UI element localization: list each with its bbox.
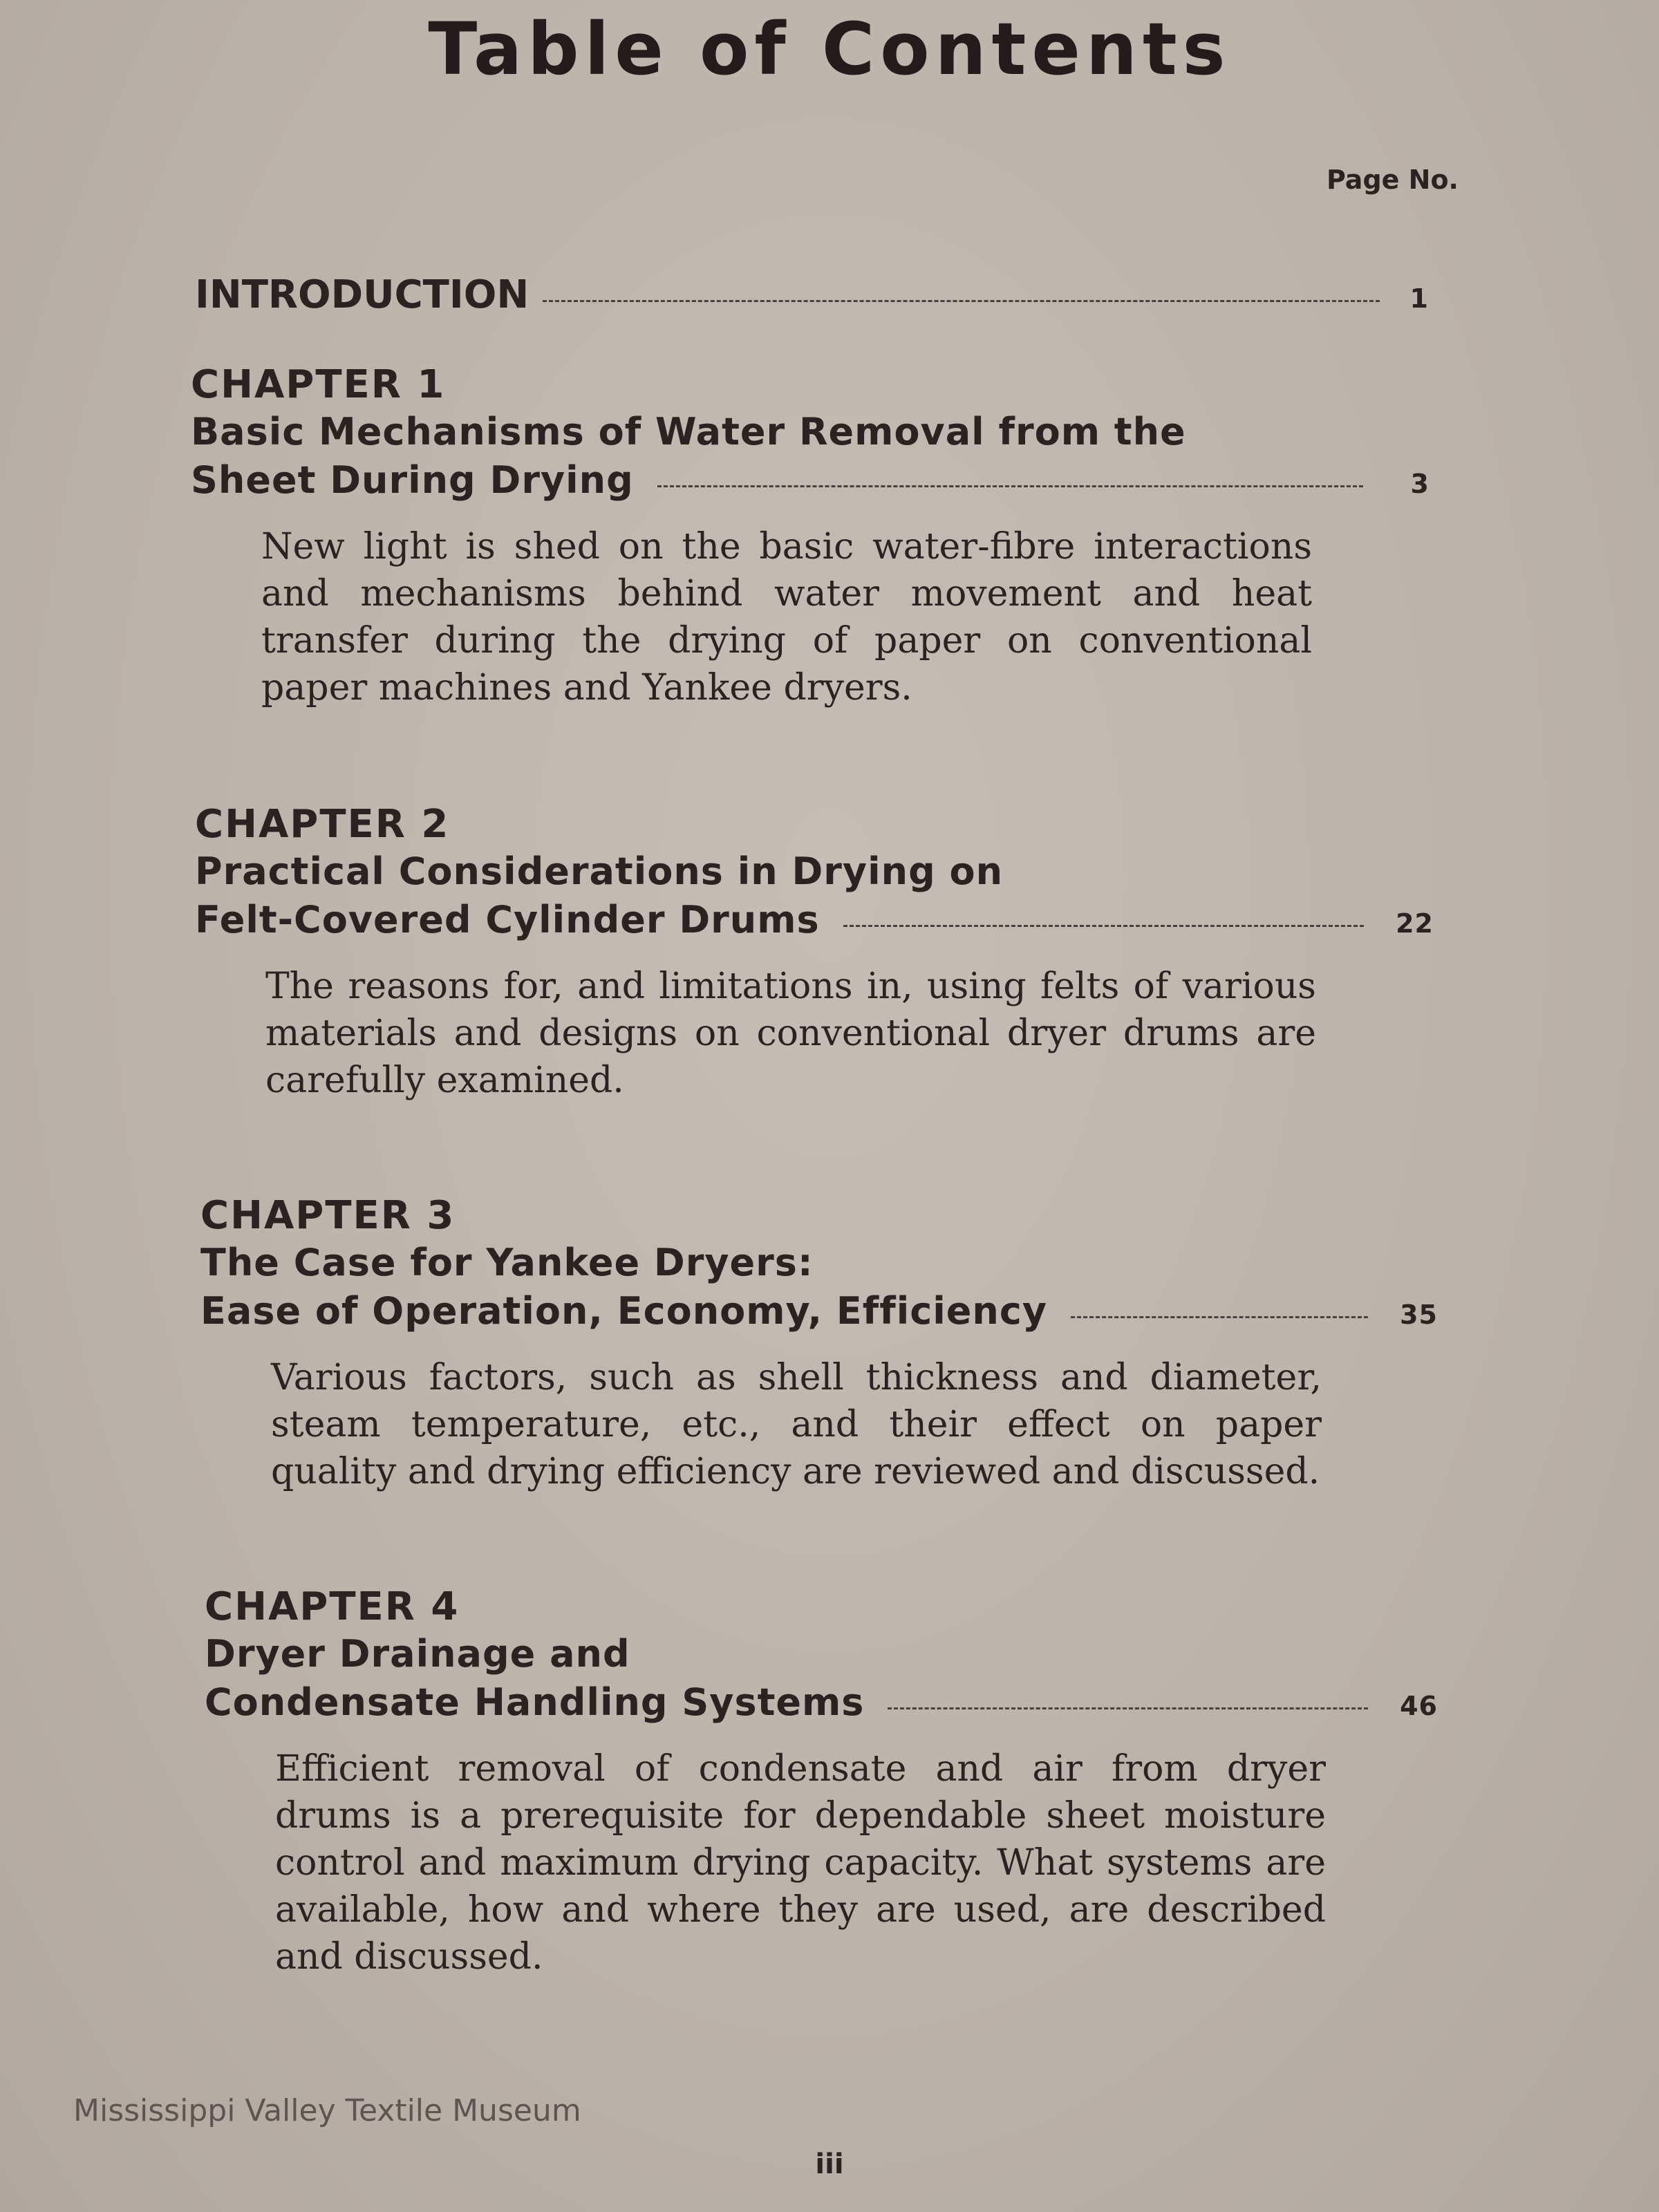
dot-leader [888, 1707, 1368, 1709]
chapter-title-last-line [191, 456, 1430, 508]
dot-leader [543, 300, 1380, 302]
dot-leader [843, 925, 1364, 927]
chapter-page-number: 3 [1410, 469, 1430, 499]
page-number-column-header: Page No. [1326, 165, 1459, 195]
chapter-label: CHAPTER 1 [191, 362, 446, 407]
dot-leader [1071, 1316, 1368, 1318]
chapter-label: CHAPTER 4 [205, 1584, 460, 1629]
page-title: Table of Contents [428, 7, 1231, 91]
chapter-title: Ease of Operation, Economy, Efficiency [200, 1289, 1048, 1333]
toc-entry-chapter-2[interactable] [195, 802, 1439, 1104]
chapter-title: Dryer Drainage and [205, 1632, 630, 1676]
chapter-page-number: 46 [1400, 1691, 1438, 1721]
chapter-label: CHAPTER 3 [200, 1193, 456, 1238]
chapter-title-last-line [195, 896, 1434, 948]
toc-entry-introduction[interactable] [195, 272, 1428, 321]
dot-leader [657, 485, 1363, 487]
toc-entry-chapter-3[interactable] [200, 1193, 1445, 1495]
chapter-title: Basic Mechanisms of Water Removal from the [191, 410, 1186, 453]
toc-entry-chapter-4[interactable] [205, 1584, 1449, 1980]
chapter-page-number: 22 [1396, 908, 1434, 939]
chapter-description: New light is shed on the basic water-fibre interactions and mechanisms behind water movement and heat transfer during the drying of paper on conventional paper machines and Yankee dryers. [261, 526, 1312, 709]
chapter-title: Sheet During Drying [191, 458, 634, 502]
chapter-description: The reasons for, and limitations in, using felts of various materials and designs on conventional dryer drums are carefully examined. [265, 966, 1316, 1101]
chapter-title: The Case for Yankee Dryers: [200, 1241, 814, 1284]
chapter-title-last-line [200, 1287, 1438, 1339]
chapter-title: Felt-Covered Cylinder Drums [195, 898, 820, 941]
chapter-description: Efficient removal of condensate and air from dryer drums is a prerequisite for dependable sheet moisture control and maximum drying capacity. What systems are available, how and where they are used, are described and discussed. [275, 1748, 1326, 1978]
introduction-label: INTRODUCTION [195, 272, 529, 317]
chapter-title-last-line [205, 1678, 1438, 1730]
chapter-page-number: 35 [1400, 1300, 1438, 1330]
chapter-label: CHAPTER 2 [195, 802, 450, 847]
chapter-title: Practical Considerations in Drying on [195, 850, 1004, 893]
chapter-description: Various factors, such as shell thickness and diameter, steam temperature, etc., and their effect on paper quality and drying efficiency are reviewed and discussed. [271, 1357, 1322, 1492]
page-folio: iii [815, 2148, 844, 2180]
introduction-page-number: 1 [1409, 283, 1428, 314]
chapter-title: Condensate Handling Systems [205, 1680, 865, 1724]
museum-watermark: Mississippi Valley Textile Museum [73, 2093, 581, 2128]
toc-entry-chapter-1[interactable] [191, 362, 1435, 711]
